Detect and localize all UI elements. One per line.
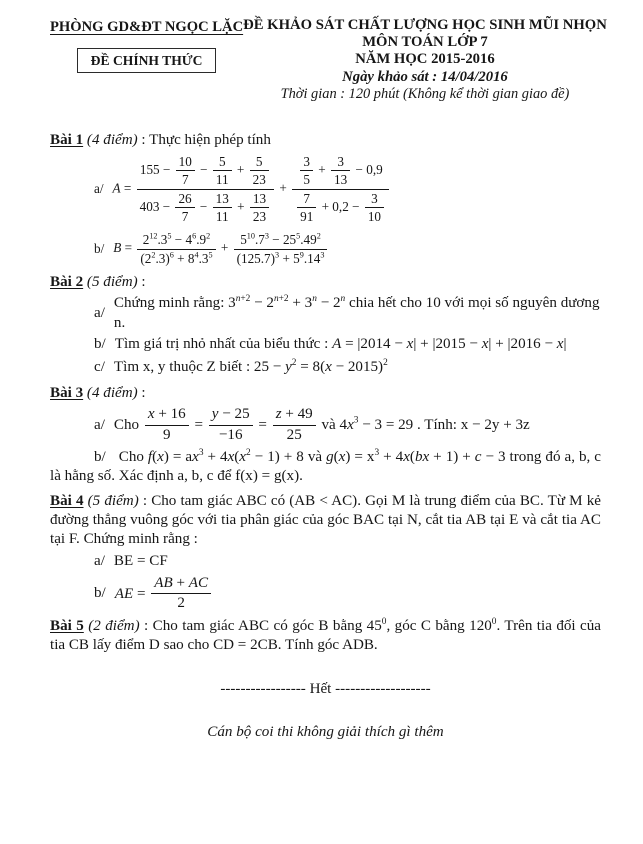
header-right <box>243 16 607 103</box>
exam-subject: MÔN TOÁN LỚP 7 <box>362 34 488 51</box>
problem-2-part-a <box>50 294 601 332</box>
problem-5-body: : Cho tam giác ABC có góc B bằng $45^0$, góc C bằng $120^0$. Trên tia đối của tia CB lấy điểm D sao cho CD = 2CB. Tính góc ADB. <box>50 617 601 654</box>
problem-2-intro: : <box>141 274 146 291</box>
problem-5-points: (2 điểm) <box>88 618 140 635</box>
problem-1a-formula: A = 155 − $\frac{10}{7}$ − $\frac{5}{11}$ + $\frac{5}{23}$ 403 − $\frac{26}{7}$ − $\frac{13}{11}$ + $\frac{13}{23}$ + $\frac{3}{5}$ + $\frac{3}{13}$ − 0,9 $\frac{7}{91}$ + 0,2 − $\frac{3}{10}$ <box>113 154 391 225</box>
department-name: PHÒNG GD&ĐT NGỌC LẶC <box>50 19 244 35</box>
part-label: b/ <box>94 448 106 465</box>
exam-date: Ngày khảo sát : 14/04/2016 <box>342 68 508 85</box>
problem-1-part-a <box>50 154 601 225</box>
problem-2-part-c <box>50 358 601 377</box>
problem-3-points: (4 điểm) <box>86 385 138 401</box>
problem-3-intro: : <box>141 385 146 401</box>
problem-1-label: Bài 1 <box>50 131 84 148</box>
problem-1-points: (4 điểm) <box>86 131 138 148</box>
problem-3-label: Bài 3 <box>50 385 84 401</box>
part-label: b/ <box>94 585 106 602</box>
problem-3-part-a <box>50 406 601 445</box>
exam-body <box>50 131 601 742</box>
problem-2-label: Bài 2 <box>50 274 84 291</box>
problem-1-heading <box>50 131 601 150</box>
problem-2c-text: Tìm x, y thuộc Z biết : $25 - y^2 = 8(x - 2015)^2$ <box>113 357 388 375</box>
exam-title: ĐỀ KHẢO SÁT CHẤT LƯỢNG HỌC SINH MŨI NHỌN <box>243 17 607 33</box>
problem-4b-formula: AE = $\frac{AB + AC}{2}$ <box>115 575 213 614</box>
problem-3b-formula: Cho $f(x) = ax^3 + 4x(x^2 - 1) + 8$ và $g(x) = x^3 + 4x(bx + 1) + c - 3$ trong đó a, b, c là hằng số. Xác định a, b, c để f(x) = g(x). <box>50 447 601 484</box>
problem-3a-formula: Cho $\frac{x + 16}{9}$ = $\frac{y - 25}{-16}$ = $\frac{z + 49}{25}$ và $4x^3 - 3 = 29$ . Tính: x − 2y + 3z <box>113 406 530 443</box>
problem-2-points: (5 điểm) <box>86 274 138 291</box>
invigilator-note: Cán bộ coi thi không giải thích gì thêm <box>207 723 444 740</box>
part-label: a/ <box>94 181 104 197</box>
problem-4-paragraph <box>50 492 601 549</box>
problem-4-label: Bài 4 <box>50 493 84 510</box>
exam-duration: Thời gian : 120 phút (Không kể thời gian giao đề) <box>280 85 570 102</box>
problem-2-heading <box>50 273 601 292</box>
problem-3-part-b <box>50 448 601 486</box>
header-left <box>50 16 243 103</box>
problem-2-part-b <box>50 335 601 354</box>
problem-4-part-a <box>50 552 601 571</box>
header <box>50 16 607 103</box>
problem-1b-formula: B = $\frac{2^{12}.3^5 - 4^6.9^2}{(2^2.3)^6 + 8^4.3^5}$ + $\frac{5^{10}.7^3 - 25^5.49^2}{(125.7)^3 + 5^9.14^3}$ <box>113 232 329 266</box>
problem-5-paragraph <box>50 617 601 655</box>
problem-4-points: (5 điểm) <box>87 493 139 510</box>
problem-2b-text: Tìm giá trị nhỏ nhất của biểu thức : A = |2014 − x| + |2015 − x| + |2016 − x| <box>114 335 567 352</box>
problem-3-heading <box>50 384 601 403</box>
official-box-wrap <box>50 36 243 73</box>
problem-4-body: : Cho tam giác ABC có (AB < AC). Gọi M là trung điểm của BC. Từ M kẻ đường thẳng vuông góc với tia phân giác của góc BAC tại N, cắt tia AB tại E và cắt tia AC tại F. Chứng minh rằng : <box>50 493 601 548</box>
part-label: c/ <box>94 358 105 375</box>
part-label: a/ <box>94 304 105 321</box>
part-label: a/ <box>94 552 105 569</box>
problem-1-intro: : Thực hiện phép tính <box>141 131 271 148</box>
part-label: b/ <box>94 240 105 256</box>
exam-school-year: NĂM HỌC 2015-2016 <box>355 51 495 68</box>
part-label: a/ <box>94 416 105 433</box>
problem-2a-text: Chứng minh rằng: $3^{n+2} - 2^{n+2} + 3^n - 2^n$ chia hết cho 10 với mọi số nguyên dương n. <box>113 294 600 331</box>
end-marker: ----------------- Hết ------------------- <box>220 680 431 697</box>
problem-5-label: Bài 5 <box>50 618 84 635</box>
problem-4-part-b <box>50 575 601 614</box>
official-exam-badge: ĐỀ CHÍNH THỨC <box>77 48 217 73</box>
part-label: b/ <box>94 335 106 352</box>
problem-1-part-b <box>50 232 601 266</box>
problem-4a-text: BE = CF <box>113 552 168 569</box>
